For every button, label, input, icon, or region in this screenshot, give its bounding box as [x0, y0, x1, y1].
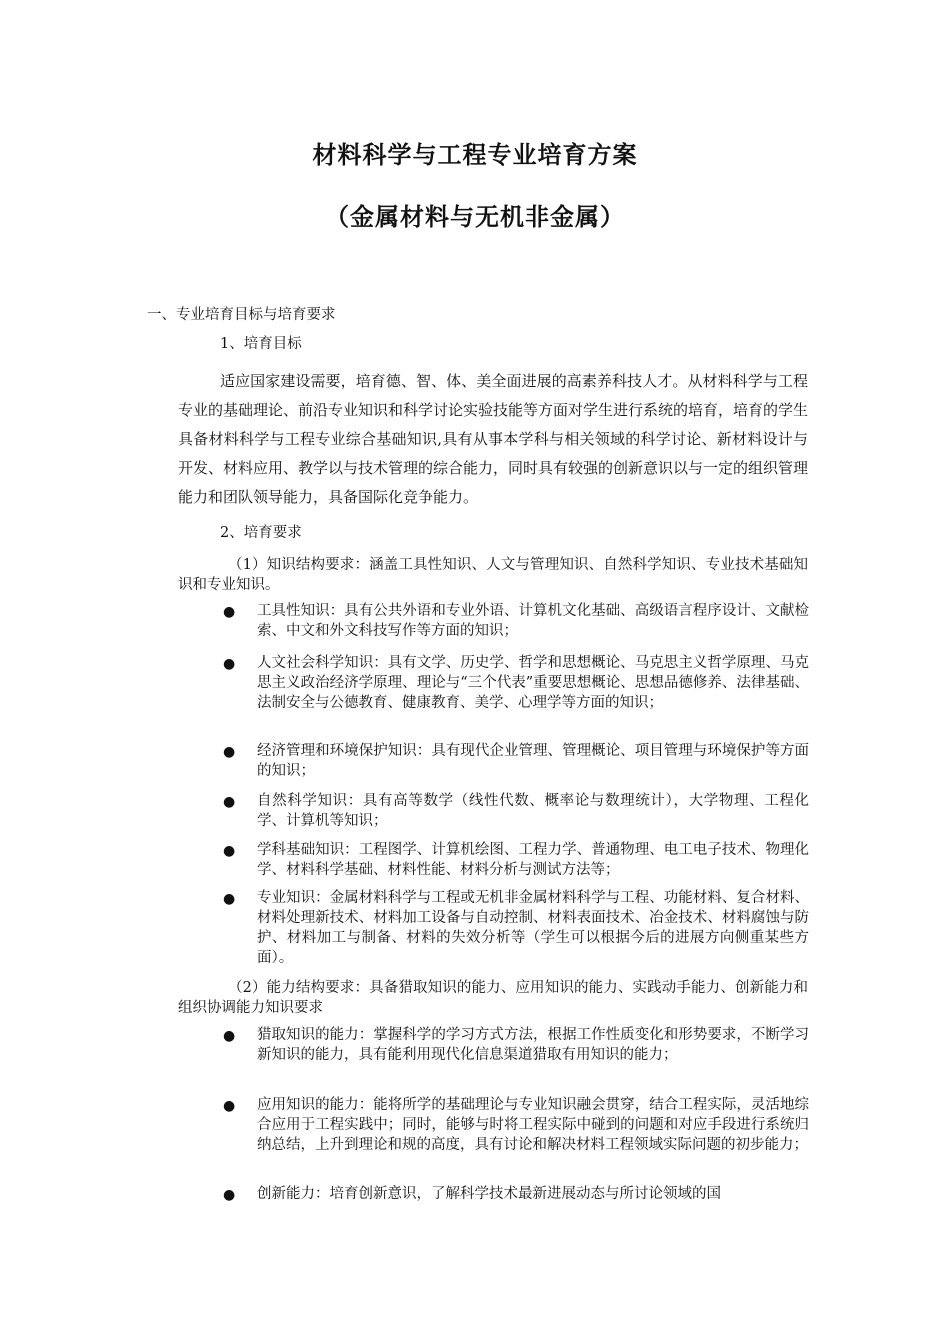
list-item-text: 学科基础知识：工程图学、计算机绘图、工程力学、普通物理、电工电子技术、物理化学、材料科学基础、材料性能、材料分析与测试方法等； — [257, 842, 809, 878]
list-item-text: 人文社会科学知识：具有文学、历史学、哲学和思想概论、马克思主义哲学原理、马克思主义政治经济学原理、理论与“三个代表”重要思想概论、思想品德修养、法律基础、法制安全与公德教育、健康教育、美学、心理学等方面的知识； — [257, 655, 809, 711]
bullet-icon: ● — [223, 744, 236, 760]
bullet-icon: ● — [223, 1028, 236, 1044]
bullet-icon: ● — [223, 843, 236, 859]
document-title: 材料科学与工程专业培育方案 — [312, 141, 638, 169]
list-item-text: 创新能力：培育创新意识，了解科学技术最新进展动态与所讨论领域的国 — [257, 1186, 721, 1202]
bullet-icon: ● — [223, 1098, 236, 1114]
bullet-icon: ● — [223, 794, 236, 810]
knowledge-requirements-paragraph: （1）知识结构要求：涵盖工具性知识、人文与管理知识、自然科学知识、专业技术基础知识和专业知识。 — [178, 557, 808, 593]
document-subtitle: （金属材料与无机非金属） — [325, 203, 625, 231]
list-item-text: 经济管理和环境保护知识：具有现代企业管理、管理概论、项目管理与环境保护等方面的知识； — [257, 743, 809, 779]
list-item-text: 自然科学知识：具有高等数学（线性代数、概率论与数理统计），大学物理、工程化学、计算机等知识； — [257, 793, 809, 829]
bullet-icon: ● — [223, 656, 236, 672]
goal-heading: 1、培育目标 — [220, 336, 302, 352]
goal-paragraph: 适应国家建设需要，培育德、智、体、美全面进展的高素养科技人才。从材料科学与工程专业的基础理论、前沿专业知识和科学讨论实验技能等方面对学生进行系统的培育，培育的学生具备材料科学与工程专业综合基础知识,具有从事本学科与相关领域的科学讨论、新材料设计与开发、材料应用、教学以与技术管理的综合能力，同时具有较强的创新意识以与一定的组织管理能力和团队领导能力，具备国际化竞争能力。 — [178, 372, 809, 506]
requirements-heading: 2、培育要求 — [220, 525, 302, 541]
bullet-icon: ● — [223, 1187, 236, 1203]
list-item-text: 应用知识的能力：能将所学的基础理论与专业知识融会贯穿，结合工程实际，灵活地综合应用于工程实践中；同时，能够与时将工程实际中碰到的问题和对应手段进行系统归纳总结，上升到理论和规的高度，具有讨论和解决材料工程领域实际问题的初步能力； — [257, 1097, 809, 1153]
bullet-icon: ● — [223, 604, 236, 620]
ability-requirements-paragraph: （2）能力结构要求：具备猎取知识的能力、应用知识的能力、实践动手能力、创新能力和组织协调能力知识要求 — [178, 980, 808, 1016]
bullet-icon: ● — [223, 891, 236, 907]
section-heading: 一、专业培育目标与培育要求 — [147, 307, 336, 323]
list-item-text: 猎取知识的能力：掌握科学的学习方式方法，根据工作性质变化和形势要求，不断学习新知识的能力，具有能利用现代化信息渠道猎取有用知识的能力； — [257, 1027, 809, 1063]
list-item-text: 专业知识：金属材料科学与工程或无机非金属材料科学与工程、功能材料、复合材料、材料处理新技术、材料加工设备与自动控制、材料表面技术、冶金技术、材料腐蚀与防护、材料加工与制备、材料的失效分析等（学生可以根据今后的进展方向侧重某些方面）。 — [257, 890, 809, 966]
list-item-text: 工具性知识：具有公共外语和专业外语、计算机文化基础、高级语言程序设计、文献检索、中文和外文科技写作等方面的知识； — [257, 603, 809, 639]
